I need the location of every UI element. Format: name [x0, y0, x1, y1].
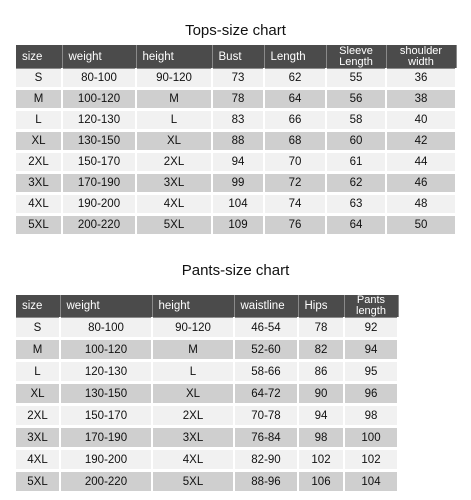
table-row [16, 131, 456, 152]
table-cell: M [16, 89, 62, 110]
table-cell: 82-90 [234, 449, 298, 471]
table-cell: 63 [326, 194, 386, 215]
table-cell: 120-130 [62, 110, 136, 131]
table-cell: 5XL [16, 471, 60, 493]
table-cell: 80-100 [62, 69, 136, 89]
table-cell: XL [16, 131, 62, 152]
table-cell: 130-150 [62, 131, 136, 152]
header-sleeve-length: Sleeve Length [326, 45, 386, 69]
table-cell: 5XL [16, 215, 62, 236]
table-cell: 200-220 [62, 215, 136, 236]
table-cell: 98 [298, 427, 344, 449]
table-cell: XL [136, 131, 212, 152]
table-cell: 38 [386, 89, 456, 110]
table-cell: 56 [326, 89, 386, 110]
table-cell: 90-120 [136, 69, 212, 89]
table-cell: 90-120 [152, 318, 234, 339]
header-size: size [16, 295, 60, 318]
table-cell: S [16, 69, 62, 89]
table-header-row [16, 295, 398, 318]
table-row [16, 361, 398, 383]
header-pants-length: Pants length [344, 295, 398, 318]
table-header-row [16, 45, 456, 69]
table-cell: 76-84 [234, 427, 298, 449]
table-cell: 95 [344, 361, 398, 383]
table-cell: 2XL [16, 405, 60, 427]
table-cell: 2XL [152, 405, 234, 427]
table-row [16, 471, 398, 493]
table-cell: 70 [264, 152, 326, 173]
table-row [16, 110, 456, 131]
table-cell: 64-72 [234, 383, 298, 405]
table-row [16, 152, 456, 173]
table-cell: 3XL [136, 173, 212, 194]
table-cell: 70-78 [234, 405, 298, 427]
tops-chart-title: Tops-size chart [185, 22, 286, 39]
table-cell: 96 [344, 383, 398, 405]
table-cell: 50 [386, 215, 456, 236]
table-cell: 5XL [136, 215, 212, 236]
table-cell: S [16, 318, 60, 339]
table-cell: 64 [326, 215, 386, 236]
header-waistline: waistline [234, 295, 298, 318]
table-cell: M [152, 339, 234, 361]
header-shoulder-width: shoulder width [386, 45, 456, 69]
table-cell: 46-54 [234, 318, 298, 339]
table-cell: 102 [298, 449, 344, 471]
table-cell: 150-170 [62, 152, 136, 173]
table-cell: 2XL [136, 152, 212, 173]
table-cell: 94 [212, 152, 264, 173]
table-cell: 150-170 [60, 405, 152, 427]
table-cell: 55 [326, 69, 386, 89]
table-cell: 100-120 [60, 339, 152, 361]
table-cell: 68 [264, 131, 326, 152]
table-cell: L [16, 110, 62, 131]
table-row [16, 194, 456, 215]
table-cell: 44 [386, 152, 456, 173]
table-cell: 62 [326, 173, 386, 194]
table-cell: 88-96 [234, 471, 298, 493]
table-cell: 94 [344, 339, 398, 361]
table-cell: 170-190 [62, 173, 136, 194]
table-cell: 104 [212, 194, 264, 215]
table-cell: 58-66 [234, 361, 298, 383]
table-cell: 99 [212, 173, 264, 194]
table-cell: XL [152, 383, 234, 405]
header-weight: weight [60, 295, 152, 318]
table-row [16, 449, 398, 471]
table-cell: L [16, 361, 60, 383]
table-cell: XL [16, 383, 60, 405]
table-cell: 83 [212, 110, 264, 131]
table-cell: 74 [264, 194, 326, 215]
table-cell: 4XL [16, 449, 60, 471]
table-row [16, 427, 398, 449]
table-cell: 100-120 [62, 89, 136, 110]
pants-size-table [16, 295, 399, 494]
header-hips: Hips [298, 295, 344, 318]
table-cell: 170-190 [60, 427, 152, 449]
table-cell: 3XL [152, 427, 234, 449]
table-cell: 78 [212, 89, 264, 110]
table-cell: 98 [344, 405, 398, 427]
header-height: height [152, 295, 234, 318]
table-cell: 4XL [152, 449, 234, 471]
header-bust: Bust [212, 45, 264, 69]
header-weight: weight [62, 45, 136, 69]
table-cell: 73 [212, 69, 264, 89]
table-cell: 130-150 [60, 383, 152, 405]
table-cell: 190-200 [60, 449, 152, 471]
table-cell: 86 [298, 361, 344, 383]
header-length: Length [264, 45, 326, 69]
table-row [16, 318, 398, 339]
table-cell: 4XL [16, 194, 62, 215]
table-cell: 90 [298, 383, 344, 405]
header-height: height [136, 45, 212, 69]
table-cell: 48 [386, 194, 456, 215]
table-row [16, 173, 456, 194]
table-cell: 4XL [136, 194, 212, 215]
table-cell: 104 [344, 471, 398, 493]
table-cell: 102 [344, 449, 398, 471]
table-cell: 3XL [16, 173, 62, 194]
header-size: size [16, 45, 62, 69]
table-cell: 120-130 [60, 361, 152, 383]
table-cell: M [136, 89, 212, 110]
table-cell: 94 [298, 405, 344, 427]
table-cell: 62 [264, 69, 326, 89]
table-cell: 76 [264, 215, 326, 236]
table-cell: 40 [386, 110, 456, 131]
table-cell: 2XL [16, 152, 62, 173]
table-cell: 46 [386, 173, 456, 194]
table-cell: 72 [264, 173, 326, 194]
table-cell: 36 [386, 69, 456, 89]
table-cell: 109 [212, 215, 264, 236]
table-cell: 66 [264, 110, 326, 131]
table-cell: 5XL [152, 471, 234, 493]
table-cell: M [16, 339, 60, 361]
tops-size-table [16, 45, 457, 237]
table-cell: L [152, 361, 234, 383]
table-cell: 78 [298, 318, 344, 339]
table-row [16, 69, 456, 89]
table-cell: 61 [326, 152, 386, 173]
table-row [16, 215, 456, 236]
table-cell: 3XL [16, 427, 60, 449]
table-row [16, 383, 398, 405]
table-cell: 42 [386, 131, 456, 152]
table-cell: 58 [326, 110, 386, 131]
table-cell: 52-60 [234, 339, 298, 361]
table-cell: 82 [298, 339, 344, 361]
table-cell: 64 [264, 89, 326, 110]
table-cell: 60 [326, 131, 386, 152]
table-cell: 92 [344, 318, 398, 339]
table-cell: 200-220 [60, 471, 152, 493]
table-row [16, 89, 456, 110]
table-cell: 190-200 [62, 194, 136, 215]
table-cell: L [136, 110, 212, 131]
pants-chart-title: Pants-size chart [181, 262, 290, 279]
table-cell: 106 [298, 471, 344, 493]
table-cell: 80-100 [60, 318, 152, 339]
table-row [16, 339, 398, 361]
table-cell: 88 [212, 131, 264, 152]
table-row [16, 405, 398, 427]
table-cell: 100 [344, 427, 398, 449]
